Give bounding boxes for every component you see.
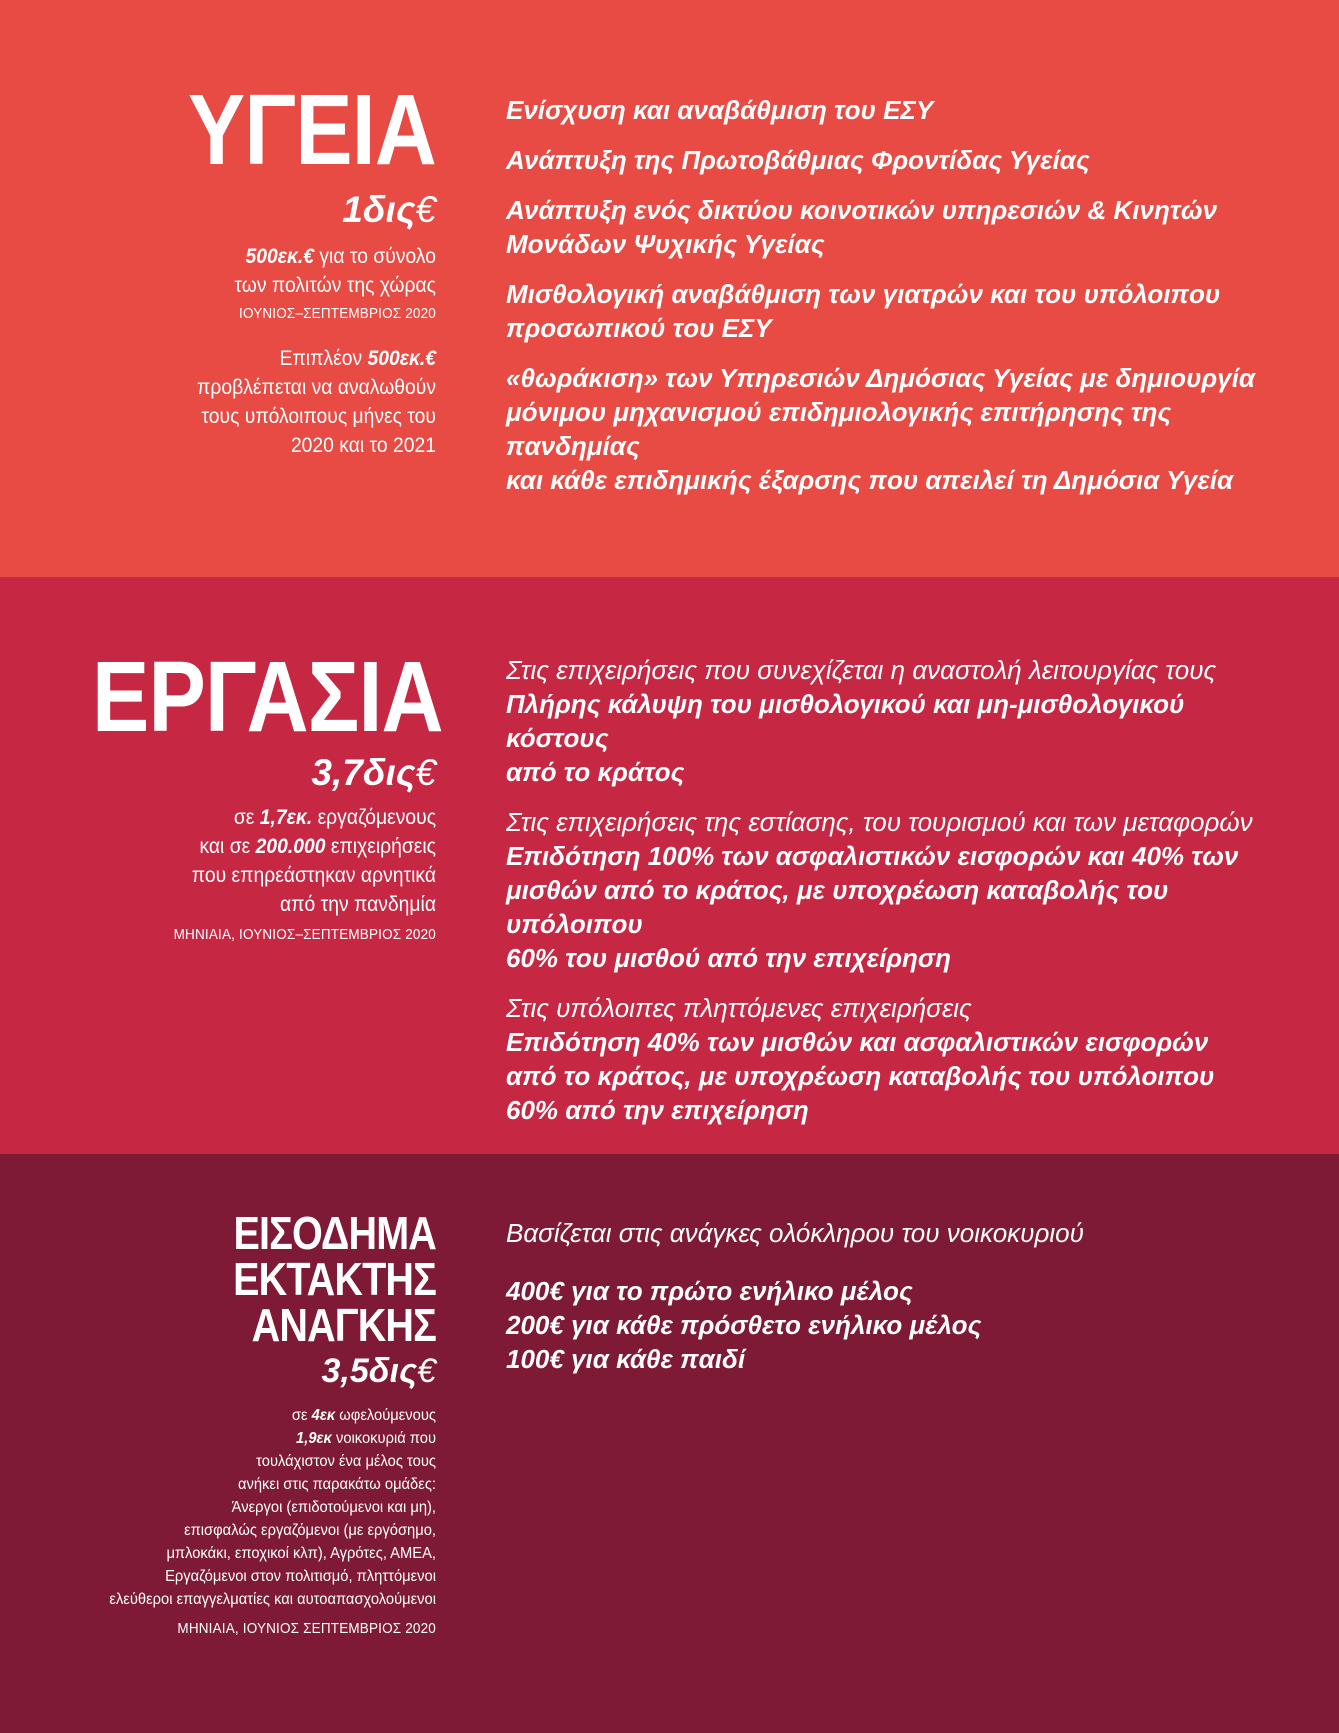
health-measure-line: Μονάδων Ψυχικής Υγείας (506, 229, 825, 259)
health-measure-line: Ενίσχυση και αναβάθμιση του ΕΣΥ (506, 95, 934, 125)
health-measure-line: Ανάπτυξη της Πρωτοβάθμιας Φροντίδας Υγείας (506, 145, 1090, 175)
work-summary (36, 641, 443, 945)
health-extra-prefix: Επιπλέον (279, 347, 368, 370)
income-period: ΜΗΝΙΑΙΑ, ΙΟΥΝΙΟΣ ΣΕΠΤΕΜΒΡΙΟΣ 2020 (177, 1620, 436, 1637)
income-summary (36, 1207, 436, 1639)
income-desc-text: νοικοκυριά που (331, 1430, 436, 1447)
income-desc-line: επισφαλώς εργαζόμενοι (με εργόσημο, (184, 1522, 436, 1539)
work-measure-group (506, 805, 1286, 975)
income-intro: Βασίζεται στις ανάγκες ολόκληρου του νοικοκυριού (506, 1218, 1084, 1248)
health-extra-line-2: τους υπόλοιπους μήνες του (201, 405, 436, 428)
income-benefit-amount: 200€ (506, 1310, 564, 1340)
income-benefit-text: για το πρώτο ενήλικο μέλος (563, 1276, 913, 1306)
income-measures (506, 1216, 1286, 1376)
income-title-line: ΕΚΤΑΚΤΗΣ (233, 1253, 436, 1305)
income-desc-text: σε (291, 1407, 312, 1424)
income-amount (36, 1350, 436, 1392)
work-group-line: Επιδότηση 100% των ασφαλιστικών εισφορών και 40% των (506, 841, 1239, 871)
income-desc (68, 1404, 436, 1611)
work-desc-line: από την πανδημία (280, 893, 436, 916)
health-extra-line-3: 2020 και το 2021 (290, 434, 436, 457)
income-desc-households: 1,9εκ (296, 1430, 332, 1447)
work-group-line: από το κράτος, με υποχρέωση καταβολής του υπόλοιπου (506, 1061, 1215, 1091)
health-desc-line-2: των πολιτών της χώρας (234, 274, 436, 297)
work-group-line: 60% του μισθού από την επιχείρηση (506, 943, 952, 973)
work-group-line: Πλήρης κάλυψη του μισθολογικού και μη-μισθολογικού κόστους (506, 689, 1185, 753)
work-measure-group (506, 653, 1286, 789)
income-desc-line: Άνεργοι (επιδοτούμενοι και μη), (231, 1499, 436, 1516)
health-desc (68, 242, 436, 300)
health-measure (506, 193, 1286, 261)
health-measure (506, 143, 1286, 177)
income-desc-line: τουλάχιστον ένα μέλος τους (256, 1453, 436, 1470)
income-benefit (506, 1274, 1286, 1308)
work-measures (506, 653, 1286, 1143)
work-amount-currency: € (415, 752, 436, 793)
work-group-intro: Στις υπόλοιπες πληττόμενες επιχειρήσεις (506, 993, 972, 1023)
health-measure-line: Μισθολογική αναβάθμιση των γιατρών και του υπόλοιπου (506, 279, 1221, 309)
work-group-line: 60% από την επιχείρηση (506, 1095, 809, 1125)
work-section (0, 577, 1339, 1154)
health-section (0, 0, 1339, 577)
income-title (92, 1207, 436, 1351)
health-summary (36, 74, 436, 460)
work-desc-companies: 200.000 (255, 835, 326, 858)
income-amount-currency: € (417, 1352, 436, 1390)
health-title: ΥΓΕΙΑ (187, 74, 436, 186)
income-title-line: ΕΙΣΟΔΗΜΑ (233, 1207, 436, 1259)
health-measures (506, 93, 1286, 513)
income-benefit-text: για κάθε παιδί (563, 1344, 746, 1374)
health-amount-value: 1δις (342, 189, 416, 230)
income-benefit (506, 1342, 1286, 1376)
work-group-line: Επιδότηση 40% των μισθών και ασφαλιστικών εισφορών (506, 1027, 1209, 1057)
income-title-line: ΑΝΑΓΚΗΣ (251, 1299, 436, 1351)
health-amount-currency: € (415, 189, 436, 230)
income-section (0, 1154, 1339, 1733)
work-group-line: μισθών από το κράτος, με υποχρέωση καταβολής του υπόλοιπου (506, 875, 1169, 939)
health-desc-line-1: για το σύνολο (319, 245, 436, 268)
health-measure-line: «θωράκιση» των Υπηρεσιών Δημόσιας Υγείας με δημιουργία (506, 363, 1255, 393)
health-measure (506, 93, 1286, 127)
income-benefit-text: για κάθε πρόσθετο ενήλικο μέλος (563, 1310, 982, 1340)
work-desc-text: και σε (199, 835, 256, 858)
health-measure (506, 277, 1286, 345)
income-desc-line: μπλοκάκι, εποχικοί κλπ), Αγρότες, ΑΜΕΑ, (166, 1545, 436, 1562)
income-desc-line: ανήκει στις παρακάτω ομάδες: (237, 1476, 436, 1493)
income-benefit (506, 1308, 1286, 1342)
work-group-line: από το κράτος (506, 757, 685, 787)
work-desc-text: εργαζόμενους (312, 806, 436, 829)
work-group-intro: Στις επιχειρήσεις που συνεχίζεται η αναστολή λειτουργίας τους (506, 655, 1217, 685)
work-title: ΕΡΓΑΣΙΑ (92, 641, 443, 753)
health-desc-amount: 500εκ.€ (245, 245, 315, 268)
health-measure-line: μόνιμου μηχανισμού επιδημιολογικής επιτήρησης της πανδημίας (506, 397, 1172, 461)
health-measure (506, 361, 1286, 497)
income-desc-beneficiaries: 4εκ (311, 1407, 336, 1424)
health-amount (36, 188, 436, 232)
work-amount (36, 751, 436, 795)
work-measure-group (506, 991, 1286, 1127)
work-desc-line: που επηρεάστηκαν αρνητικά (191, 864, 436, 887)
work-period: ΜΗΝΙΑΙΑ, ΙΟΥΝΙΟΣ–ΣΕΠΤΕΜΒΡΙΟΣ 2020 (173, 926, 436, 943)
work-desc-text: επιχειρήσεις (325, 835, 436, 858)
health-period: ΙΟΥΝΙΟΣ–ΣΕΠΤΕΜΒΡΙΟΣ 2020 (239, 305, 436, 322)
work-desc-text: σε (233, 806, 260, 829)
work-desc (68, 803, 436, 919)
income-desc-line: ελεύθεροι επαγγελματίες και αυτοαπασχολούμενοι (109, 1591, 436, 1608)
health-extra-line-1: προβλέπεται να αναλωθούν (197, 376, 436, 399)
health-extra-amount: 500εκ.€ (367, 347, 436, 370)
income-amount-value: 3,5δις (321, 1352, 418, 1390)
income-benefit-amount: 400€ (506, 1276, 564, 1306)
work-group-intro: Στις επιχειρήσεις της εστίασης, του τουρισμού και των μεταφορών (506, 807, 1253, 837)
income-desc-text: ωφελούμενους (335, 1407, 436, 1424)
income-desc-line: Εργαζόμενοι στον πολιτισμό, πληττόμενοι (165, 1568, 436, 1585)
health-measure-line: Ανάπτυξη ενός δικτύου κοινοτικών υπηρεσιών & Κινητών (506, 195, 1218, 225)
health-measure-line: προσωπικού του ΕΣΥ (506, 313, 772, 343)
health-extra (68, 344, 436, 460)
work-amount-value: 3,7δις (311, 752, 416, 793)
work-desc-employees: 1,7εκ. (259, 806, 313, 829)
income-benefit-amount: 100€ (506, 1344, 564, 1374)
health-measure-line: και κάθε επιδημικής έξαρσης που απειλεί τη Δημόσια Υγεία (506, 465, 1234, 495)
